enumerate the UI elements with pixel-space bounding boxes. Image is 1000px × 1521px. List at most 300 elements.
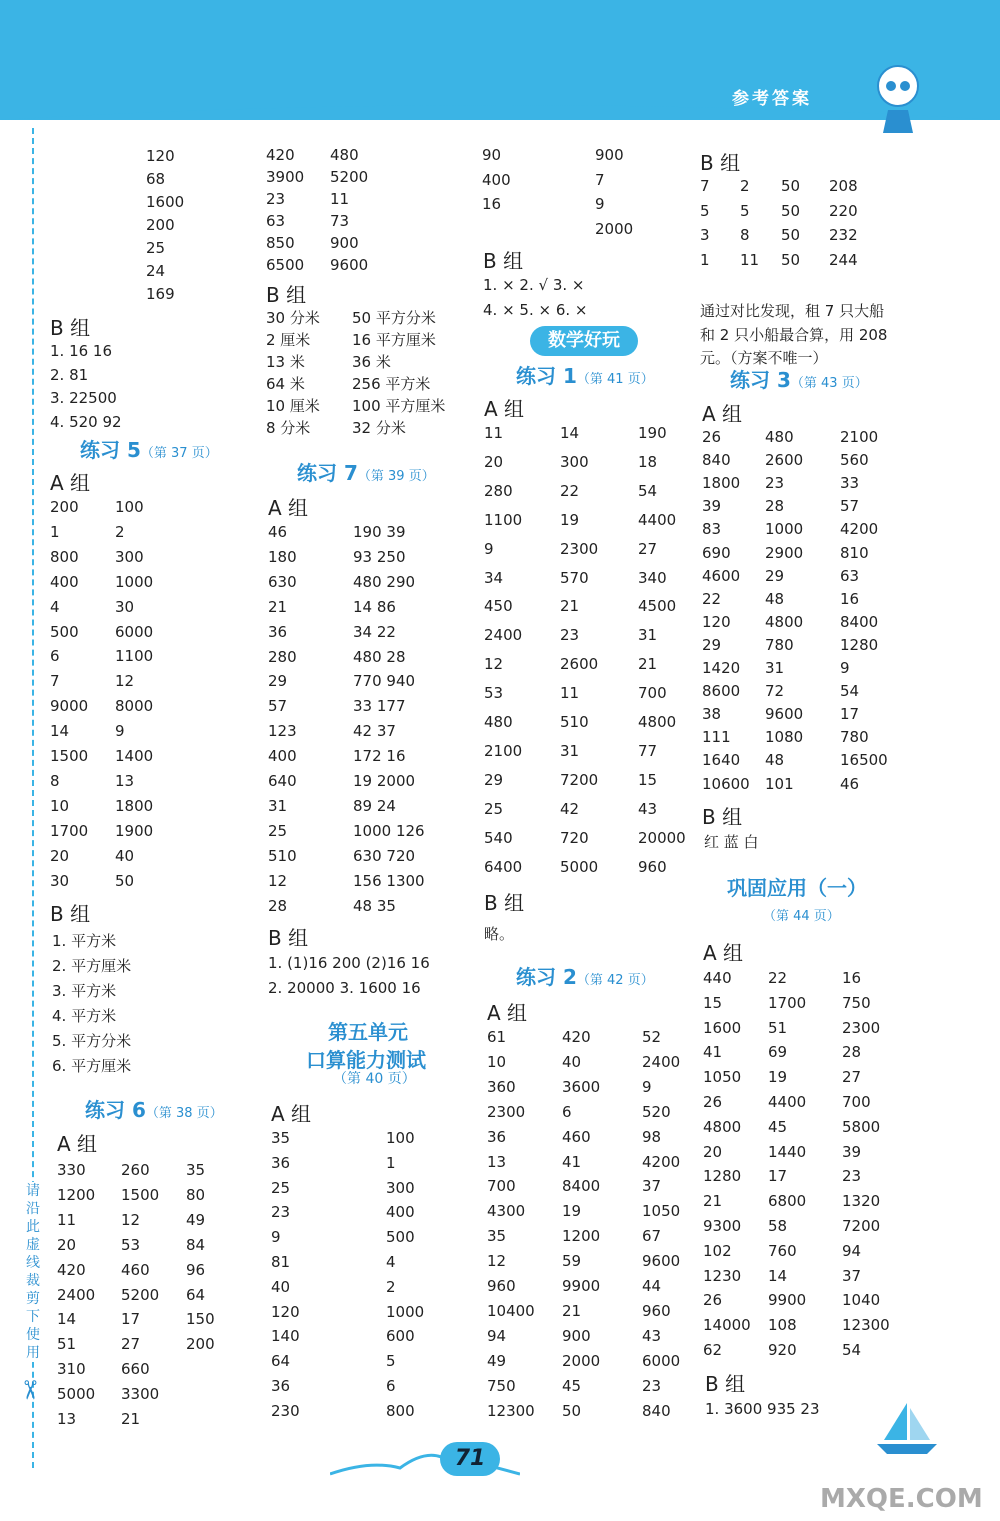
- answer-cell: 101: [765, 774, 794, 793]
- answer-cell: 48: [765, 589, 785, 608]
- answer-cell: 230: [271, 1401, 300, 1420]
- answer-cell: 45: [768, 1117, 788, 1136]
- answer-cell: 94: [842, 1241, 862, 1260]
- answer-cell: 20: [484, 452, 504, 471]
- answer-cell: 11: [330, 190, 350, 208]
- exercise-heading: [85, 1094, 223, 1123]
- answer-cell: 780: [840, 728, 869, 747]
- answer-cell: 6: [386, 1377, 396, 1395]
- group-label: B 组: [702, 805, 743, 829]
- answer-cell: 200: [186, 1335, 215, 1354]
- answer-cell: 26: [703, 1093, 723, 1111]
- answer-cell: 630 720: [353, 846, 416, 865]
- answer-line: 4. × 5. × 6. ×: [483, 301, 588, 319]
- answer-line: 2. 20000 3. 1600 16: [268, 979, 421, 997]
- answer-cell: 4800: [703, 1117, 742, 1136]
- answer-cell: 1500: [50, 747, 89, 765]
- answer-cell: 14000: [703, 1316, 751, 1335]
- answer-cell: 310: [57, 1360, 86, 1379]
- answer-cell: 640: [268, 772, 297, 790]
- answer-cell: 63: [266, 212, 286, 230]
- answer-cell: 6: [50, 647, 60, 666]
- answer-cell: 19 2000: [353, 772, 416, 790]
- answer-cell: 120: [146, 147, 175, 165]
- answer-cell: 750: [842, 993, 871, 1012]
- answer-cell: 50: [115, 871, 135, 890]
- answer-cell: 62: [703, 1341, 723, 1359]
- cut-note: 请沿此虚线裁剪下使用: [22, 1182, 44, 1362]
- answer-cell: 1000: [115, 572, 154, 591]
- answer-cell: 2400: [642, 1052, 681, 1071]
- answer-cell: 1400: [115, 747, 154, 765]
- answer-cell: 21: [638, 655, 658, 674]
- answer-cell: 123: [268, 722, 297, 741]
- answer-cell: 400: [268, 747, 297, 766]
- answer-cell: 300: [115, 547, 144, 566]
- answer-cell: 400: [50, 572, 79, 591]
- answer-cell: 102: [703, 1241, 732, 1260]
- answer-cell: 3: [700, 226, 710, 244]
- exercise-title: 练习 7: [297, 461, 358, 485]
- answer-cell: 36 米: [352, 353, 391, 371]
- answer-line: 通过对比发现，租 7 只大船: [700, 302, 885, 320]
- exercise-page: （第 38 页）: [145, 1106, 223, 1121]
- group-label: A 组: [702, 402, 743, 426]
- answer-cell: 31: [765, 659, 785, 677]
- answer-cell: 540: [484, 828, 513, 847]
- page-number: 71: [440, 1442, 500, 1476]
- answer-cell: 25: [146, 239, 166, 257]
- answer-cell: 5800: [842, 1117, 881, 1136]
- answer-cell: 4500: [638, 597, 677, 616]
- answer-cell: 42 37: [353, 722, 396, 741]
- answer-cell: 64: [186, 1285, 206, 1304]
- answer-cell: 1230: [703, 1266, 742, 1285]
- answer-cell: 15: [703, 993, 723, 1012]
- answer-cell: 50 平方分米: [352, 309, 436, 327]
- answer-cell: 61: [487, 1028, 507, 1046]
- answer-cell: 26: [702, 428, 722, 446]
- answer-cell: 49: [186, 1210, 206, 1229]
- answer-cell: 2000: [562, 1351, 601, 1370]
- answer-cell: 111: [702, 728, 731, 747]
- answer-cell: 41: [562, 1152, 582, 1171]
- answer-cell: 920: [768, 1341, 797, 1359]
- answer-cell: 5000: [560, 857, 599, 876]
- answer-cell: 63: [840, 566, 860, 585]
- answer-cell: 20000: [638, 828, 686, 847]
- answer-cell: 480: [765, 428, 794, 446]
- answer-cell: 1040: [842, 1291, 881, 1310]
- answer-cell: 12: [487, 1252, 507, 1271]
- answer-cell: 780: [765, 635, 794, 654]
- watermark-text: MXQE.COM: [820, 1484, 983, 1514]
- answer-cell: 46: [268, 523, 288, 541]
- exercise-heading: [80, 434, 218, 463]
- answer-cell: 690: [702, 543, 731, 562]
- answer-cell: 1: [50, 522, 60, 541]
- answer-cell: 1600: [703, 1018, 742, 1037]
- answer-cell: 208: [829, 177, 858, 195]
- answer-cell: 500: [386, 1228, 415, 1247]
- answer-line: 和 2 只小船最合算，用 208: [700, 325, 888, 344]
- answer-cell: 800: [50, 547, 79, 566]
- answer-cell: 900: [562, 1326, 591, 1345]
- answer-cell: 1: [700, 250, 710, 269]
- exercise-heading: [730, 364, 868, 393]
- answer-line: 5. 平方分米: [52, 1032, 132, 1050]
- exercise-title: 练习 1: [516, 364, 577, 388]
- answer-cell: 480 28: [353, 647, 406, 666]
- answer-cell: 480 290: [353, 572, 416, 591]
- answer-cell: 360: [487, 1077, 516, 1096]
- answer-cell: 42: [560, 799, 580, 818]
- group-label: B 组: [700, 151, 741, 175]
- answer-cell: 29: [765, 566, 785, 585]
- answer-cell: 1050: [642, 1202, 681, 1221]
- answer-cell: 41: [703, 1043, 723, 1062]
- answer-cell: 67: [642, 1227, 662, 1246]
- answer-cell: 960: [487, 1277, 516, 1295]
- answer-cell: 6: [562, 1102, 572, 1121]
- answer-cell: 18: [638, 452, 658, 471]
- answer-cell: 9600: [330, 256, 369, 274]
- answer-cell: 53: [484, 684, 504, 703]
- answer-cell: 100: [386, 1129, 415, 1147]
- answer-cell: 9600: [642, 1252, 681, 1271]
- answer-cell: 630: [268, 572, 297, 591]
- answer-cell: 1440: [768, 1142, 807, 1161]
- answer-cell: 27: [638, 539, 658, 558]
- answer-cell: 9000: [50, 697, 89, 716]
- answer-cell: 10600: [702, 774, 750, 793]
- answer-cell: 420: [562, 1028, 591, 1046]
- answer-cell: 1420: [702, 659, 741, 677]
- answer-line: 略。: [484, 925, 515, 943]
- unit-page: （第 40 页）: [333, 1071, 416, 1087]
- group-label: B 组: [50, 316, 91, 340]
- answer-cell: 2300: [487, 1102, 526, 1121]
- answer-cell: 16 平方厘米: [352, 331, 436, 349]
- answer-cell: 1700: [50, 821, 89, 840]
- answer-cell: 2300: [842, 1018, 881, 1037]
- answer-cell: 12: [115, 672, 135, 691]
- exercise-heading: [516, 961, 654, 990]
- answer-cell: 29: [268, 672, 288, 691]
- answer-cell: 108: [768, 1316, 797, 1335]
- answer-cell: 51: [57, 1335, 77, 1354]
- answer-cell: 43: [638, 799, 658, 818]
- group-label: B 组: [483, 249, 524, 273]
- answer-cell: 57: [268, 697, 288, 716]
- answer-line: 4. 平方米: [52, 1007, 117, 1025]
- answer-cell: 6000: [642, 1351, 681, 1370]
- section-heading: 巩固应用（一）: [727, 876, 867, 900]
- answer-cell: 45: [562, 1376, 582, 1395]
- answer-cell: 1000: [386, 1302, 425, 1321]
- answer-cell: 1700: [768, 993, 807, 1012]
- answer-cell: 1800: [115, 796, 154, 815]
- answer-cell: 960: [638, 857, 667, 876]
- answer-cell: 460: [562, 1127, 591, 1146]
- answer-cell: 13 米: [266, 353, 305, 371]
- group-label: A 组: [268, 496, 309, 520]
- answer-cell: 35: [186, 1161, 206, 1179]
- answer-cell: 28: [268, 896, 288, 915]
- answer-cell: 22: [560, 481, 580, 500]
- answer-cell: 19: [562, 1202, 582, 1221]
- answer-cell: 260: [121, 1161, 150, 1179]
- answer-cell: 6500: [266, 256, 305, 274]
- answer-cell: 480: [484, 713, 513, 731]
- answer-cell: 1050: [703, 1068, 742, 1087]
- answer-cell: 100: [115, 498, 144, 516]
- exercise-title: 练习 5: [80, 438, 141, 462]
- answer-cell: 26: [703, 1291, 723, 1310]
- answer-cell: 1280: [703, 1167, 742, 1186]
- answer-cell: 156 1300: [353, 871, 425, 890]
- answer-cell: 30: [115, 597, 135, 616]
- answer-cell: 900: [595, 146, 624, 164]
- answer-line: 1. 平方米: [52, 932, 117, 950]
- answer-cell: 14: [50, 722, 70, 741]
- answer-cell: 180: [268, 547, 297, 566]
- answer-cell: 21: [121, 1410, 141, 1428]
- answer-cell: 12300: [842, 1316, 890, 1335]
- answer-cell: 9: [271, 1228, 281, 1247]
- group-label: B 组: [266, 283, 307, 307]
- answer-cell: 340: [638, 568, 667, 587]
- answer-cell: 960: [642, 1301, 671, 1320]
- answer-cell: 2: [115, 522, 125, 541]
- answer-cell: 59: [562, 1252, 582, 1271]
- answer-cell: 232: [829, 226, 858, 244]
- unit-subtitle: 口算能力测试: [306, 1048, 426, 1072]
- answer-cell: 280: [484, 481, 513, 500]
- answer-line: 1. × 2. √ 3. ×: [483, 276, 585, 294]
- group-label: A 组: [57, 1132, 98, 1156]
- answer-cell: 10: [50, 796, 70, 815]
- answer-cell: 27: [842, 1068, 862, 1087]
- group-label: B 组: [268, 926, 309, 950]
- answer-cell: 7: [700, 177, 710, 195]
- answer-cell: 5000: [57, 1385, 96, 1404]
- answer-cell: 300: [560, 452, 589, 471]
- answer-cell: 9: [484, 539, 494, 558]
- answer-cell: 31: [560, 741, 580, 760]
- answer-cell: 840: [702, 451, 731, 470]
- exercise-title: 练习 2: [516, 965, 577, 989]
- answer-cell: 96: [186, 1260, 206, 1279]
- answer-cell: 1320: [842, 1192, 881, 1211]
- answer-line: 2. 81: [50, 365, 89, 384]
- section-page: （第 44 页）: [763, 909, 840, 924]
- unit-title: 第五单元: [328, 1020, 408, 1044]
- answer-cell: 4200: [840, 520, 879, 539]
- answer-cell: 3300: [121, 1385, 160, 1404]
- answer-cell: 169: [146, 285, 175, 303]
- answer-cell: 4600: [702, 566, 741, 585]
- answer-cell: 2 厘米: [266, 331, 311, 349]
- answer-cell: 23: [560, 626, 580, 645]
- answer-cell: 770 940: [353, 672, 416, 691]
- answer-cell: 14: [560, 424, 580, 442]
- answer-cell: 2100: [484, 741, 523, 760]
- answer-cell: 6400: [484, 857, 523, 876]
- exercise-heading: [297, 457, 435, 486]
- answer-cell: 840: [642, 1401, 671, 1420]
- answer-cell: 32 分米: [352, 419, 406, 437]
- answer-cell: 6000: [115, 622, 154, 641]
- answer-cell: 8600: [702, 682, 741, 701]
- answer-cell: 2: [740, 177, 750, 195]
- answer-cell: 2400: [484, 626, 523, 645]
- answer-cell: 58: [768, 1217, 788, 1235]
- answer-cell: 120: [271, 1302, 300, 1321]
- answer-cell: 14 86: [353, 597, 396, 616]
- answer-cell: 4400: [768, 1093, 807, 1111]
- answer-cell: 750: [487, 1376, 516, 1395]
- answer-cell: 190: [638, 424, 667, 442]
- exercise-page: （第 39 页）: [357, 469, 435, 484]
- answer-line: 3. 平方米: [52, 982, 117, 1000]
- answer-cell: 8000: [115, 697, 154, 716]
- answer-cell: 4: [50, 597, 60, 616]
- group-label: B 组: [705, 1372, 746, 1396]
- answer-cell: 35: [487, 1227, 507, 1246]
- answer-cell: 2600: [560, 655, 599, 674]
- answer-cell: 16500: [840, 751, 888, 770]
- answer-cell: 20: [703, 1142, 723, 1161]
- answer-cell: 21: [560, 597, 580, 616]
- answer-cell: 37: [842, 1266, 862, 1285]
- answer-cell: 330: [57, 1161, 86, 1179]
- answer-cell: 50: [781, 226, 801, 244]
- answer-cell: 7200: [560, 770, 599, 789]
- answer-cell: 2900: [765, 543, 804, 562]
- answer-cell: 460: [121, 1260, 150, 1279]
- answer-cell: 11: [57, 1210, 77, 1229]
- answer-cell: 80: [186, 1185, 206, 1204]
- answer-cell: 13: [115, 771, 135, 790]
- answer-line: 1. (1)16 200 (2)16 16: [268, 954, 430, 972]
- answer-cell: 35: [271, 1129, 291, 1147]
- group-label: A 组: [487, 1001, 528, 1025]
- answer-line: 4. 520 92: [50, 412, 122, 431]
- fun-badge: 数学好玩: [530, 326, 638, 356]
- answer-cell: 1280: [840, 635, 879, 654]
- exercise-page: （第 42 页）: [576, 973, 654, 988]
- answer-cell: 43: [642, 1326, 662, 1345]
- answer-cell: 51: [768, 1018, 788, 1037]
- answer-cell: 16: [482, 195, 502, 213]
- answer-cell: 1000: [765, 520, 804, 539]
- answer-cell: 30 分米: [266, 309, 320, 327]
- exercise-page: （第 41 页）: [576, 372, 654, 387]
- answer-cell: 6800: [768, 1192, 807, 1211]
- answer-cell: 36: [271, 1153, 291, 1172]
- answer-cell: 190 39: [353, 523, 406, 541]
- answer-cell: 1100: [484, 510, 523, 529]
- answer-cell: 14: [57, 1310, 77, 1329]
- answer-cell: 5: [700, 201, 710, 220]
- answer-cell: 94: [487, 1326, 507, 1345]
- exercise-heading: [516, 360, 654, 389]
- answer-cell: 98: [642, 1127, 662, 1146]
- answer-cell: 2600: [765, 451, 804, 470]
- answer-cell: 13: [487, 1152, 507, 1171]
- answer-cell: 220: [829, 201, 858, 220]
- answer-cell: 4: [386, 1253, 396, 1271]
- answer-cell: 25: [268, 821, 288, 840]
- answer-cell: 20: [57, 1235, 77, 1254]
- answer-cell: 420: [266, 146, 295, 164]
- answer-cell: 200: [146, 216, 175, 234]
- answer-cell: 10 厘米: [266, 397, 320, 415]
- answer-cell: 5200: [121, 1285, 160, 1304]
- answer-cell: 7200: [842, 1217, 881, 1235]
- answer-cell: 84: [186, 1235, 206, 1254]
- answer-cell: 560: [840, 451, 869, 470]
- answer-cell: 28: [842, 1043, 862, 1062]
- answer-cell: 31: [268, 796, 288, 815]
- answer-cell: 256 平方米: [352, 375, 431, 393]
- answer-cell: 4400: [638, 510, 677, 529]
- answer-cell: 5: [386, 1352, 396, 1371]
- answer-cell: 1100: [115, 647, 154, 666]
- answer-cell: 720: [560, 828, 589, 847]
- answer-cell: 89 24: [353, 796, 396, 815]
- answer-cell: 29: [702, 635, 722, 654]
- answer-cell: 23: [271, 1203, 291, 1222]
- answer-cell: 83: [702, 520, 722, 539]
- answer-cell: 21: [562, 1301, 582, 1320]
- answer-cell: 1640: [702, 751, 741, 770]
- answer-cell: 36: [271, 1377, 291, 1395]
- answer-cell: 3600: [562, 1077, 601, 1096]
- group-label: B 组: [50, 902, 91, 926]
- answer-cell: 9900: [768, 1291, 807, 1310]
- answer-line: 3. 22500: [50, 389, 117, 407]
- answer-cell: 440: [703, 969, 732, 987]
- answer-cell: 2100: [840, 428, 879, 446]
- answer-cell: 500: [50, 622, 79, 641]
- answer-cell: 2000: [595, 219, 634, 238]
- answer-cell: 510: [268, 846, 297, 865]
- answer-cell: 2400: [57, 1285, 96, 1304]
- answer-cell: 39: [702, 497, 722, 516]
- answer-cell: 1: [386, 1153, 396, 1172]
- answer-cell: 400: [386, 1203, 415, 1222]
- answer-cell: 22: [702, 589, 722, 608]
- answer-cell: 69: [768, 1043, 788, 1062]
- answer-cell: 40: [562, 1052, 582, 1071]
- answer-cell: 34 22: [353, 622, 396, 641]
- answer-cell: 11: [484, 424, 504, 442]
- answer-cell: 77: [638, 741, 658, 760]
- answer-cell: 100 平方厘米: [352, 397, 446, 415]
- answer-line: 元。（方案不唯一）: [700, 349, 828, 367]
- answer-cell: 72: [765, 682, 785, 701]
- answer-cell: 53: [121, 1235, 141, 1254]
- answer-cell: 120: [702, 612, 731, 631]
- answer-cell: 23: [642, 1376, 662, 1395]
- answer-cell: 850: [266, 234, 295, 252]
- answer-cell: 36: [268, 622, 288, 641]
- answer-cell: 27: [121, 1335, 141, 1354]
- answer-cell: 50: [781, 177, 801, 195]
- answer-cell: 172 16: [353, 747, 406, 766]
